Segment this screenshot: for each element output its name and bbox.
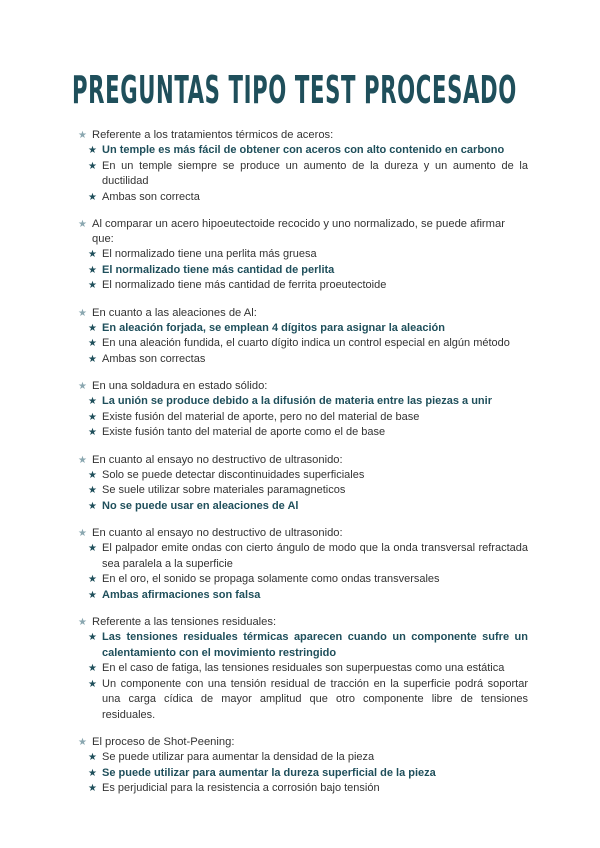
star-icon: ★: [88, 396, 97, 407]
option: ★ En el oro, el sonido se propaga solamente como ondas transversales: [88, 572, 528, 588]
star-icon: ★: [88, 589, 97, 601]
star-icon: ★: [78, 381, 87, 392]
question-text: Referente a las tensiones residuales:: [92, 616, 277, 628]
option: ★ El normalizado tiene más cantidad de ferrita proeutectoide: [88, 278, 528, 294]
option: ★ Un componente con una tensión residual de tracción en la superficie podrá soportar una carga cídica de mayor amplitud que otro componente libre de tensiones residuales.: [88, 677, 528, 724]
star-icon: ★: [88, 338, 97, 349]
option-correct: ★ Las tensiones residuales térmicas aparecen cuando un componente sufre un calentamiento con el movimiento restringido: [88, 630, 528, 661]
option: ★ El normalizado tiene una perlita más gruesa: [88, 247, 528, 263]
option: ★ Existe fusión del material de aporte, pero no del material de base: [88, 410, 528, 426]
option-correct: ★ El normalizado tiene más cantidad de perlita: [88, 263, 528, 279]
star-icon: ★: [78, 307, 87, 319]
page-title: PREGUNTAS TIPO TEST PROCESADO: [72, 68, 517, 112]
question-text: En cuanto al ensayo no destructivo de ultrasonido:: [92, 527, 343, 539]
star-icon: ★: [88, 145, 97, 156]
star-icon: ★: [88, 663, 97, 674]
star-icon: ★: [88, 752, 97, 763]
star-icon: ★: [88, 427, 97, 438]
question-block: [78, 128, 528, 205]
question-list: [78, 128, 528, 809]
option-correct: ★ La unión se produce debido a la difusión de materia entre las piezas a unir: [88, 394, 528, 410]
question-block: [78, 306, 528, 368]
option: ★ El palpador emite ondas con cierto ángulo de modo que la onda transversal refractada sea paralela a la superficie: [88, 541, 528, 572]
star-icon: ★: [88, 160, 97, 172]
option-correct: ★ No se puede usar en aleaciones de Al: [88, 499, 528, 515]
question-text: El proceso de Shot-Peening:: [92, 736, 235, 748]
star-icon: ★: [88, 191, 97, 203]
star-icon: ★: [88, 678, 97, 690]
option: ★ En una aleación fundida, el cuarto dígito indica un control especial en algún método: [88, 336, 528, 352]
star-icon: ★: [88, 353, 97, 365]
question-text: Referente a los tratamientos térmicos de aceros:: [92, 129, 334, 141]
option-correct: ★ Se puede utilizar para aumentar la dureza superficial de la pieza: [88, 766, 528, 782]
option: ★ Existe fusión tanto del material de aporte como el de base: [88, 425, 528, 441]
star-icon: ★: [88, 574, 97, 585]
star-icon: ★: [78, 528, 87, 539]
star-icon: ★: [88, 632, 97, 643]
star-icon: ★: [78, 130, 87, 141]
star-icon: ★: [88, 500, 97, 512]
option: ★ Solo se puede detectar discontinuidades superficiales: [88, 468, 528, 484]
option: ★ Ambas son correcta: [88, 190, 528, 206]
question-text: En cuanto a las aleaciones de Al:: [92, 306, 257, 319]
star-icon: ★: [88, 469, 97, 481]
question-block: [78, 217, 528, 294]
star-icon: ★: [88, 543, 97, 554]
star-icon: ★: [88, 280, 97, 291]
question-block: [78, 735, 528, 797]
star-icon: ★: [78, 737, 87, 748]
question-text: Al comparar un acero hipoeutectoide recocido y uno normalizado, se puede afirmar que:: [92, 218, 505, 245]
star-icon: ★: [88, 485, 97, 496]
star-icon: ★: [78, 219, 87, 230]
star-icon: ★: [88, 767, 97, 779]
star-icon: ★: [78, 454, 87, 466]
option: ★ Ambas son correctas: [88, 352, 528, 368]
question-block: [78, 453, 528, 515]
option: ★ Es perjudicial para la resistencia a corrosión bajo tensión: [88, 781, 528, 797]
star-icon: ★: [88, 411, 97, 423]
option-correct: ★ Ambas afirmaciones son falsa: [88, 588, 528, 604]
option-correct: ★ Un temple es más fácil de obtener con aceros con alto contenido en carbono: [88, 143, 528, 159]
star-icon: ★: [88, 783, 97, 794]
question-block: [78, 615, 528, 723]
star-icon: ★: [88, 249, 97, 260]
option: ★ En el caso de fatiga, las tensiones residuales son superpuestas como una estática: [88, 661, 528, 677]
question-text: En cuanto al ensayo no destructivo de ultrasonido:: [92, 453, 343, 466]
question-block: [78, 379, 528, 441]
star-icon: ★: [78, 617, 87, 628]
option: ★ En un temple siempre se produce un aumento de la dureza y un aumento de la ductilidad: [88, 159, 528, 190]
option: ★ Se puede utilizar para aumentar la densidad de la pieza: [88, 750, 528, 766]
question-block: [78, 526, 528, 603]
question-text: En una soldadura en estado sólido:: [92, 380, 268, 392]
option-correct: ★ En aleación forjada, se emplean 4 dígitos para asignar la aleación: [88, 321, 528, 337]
star-icon: ★: [88, 264, 97, 276]
option: ★ Se suele utilizar sobre materiales paramagneticos: [88, 483, 528, 499]
star-icon: ★: [88, 322, 97, 334]
